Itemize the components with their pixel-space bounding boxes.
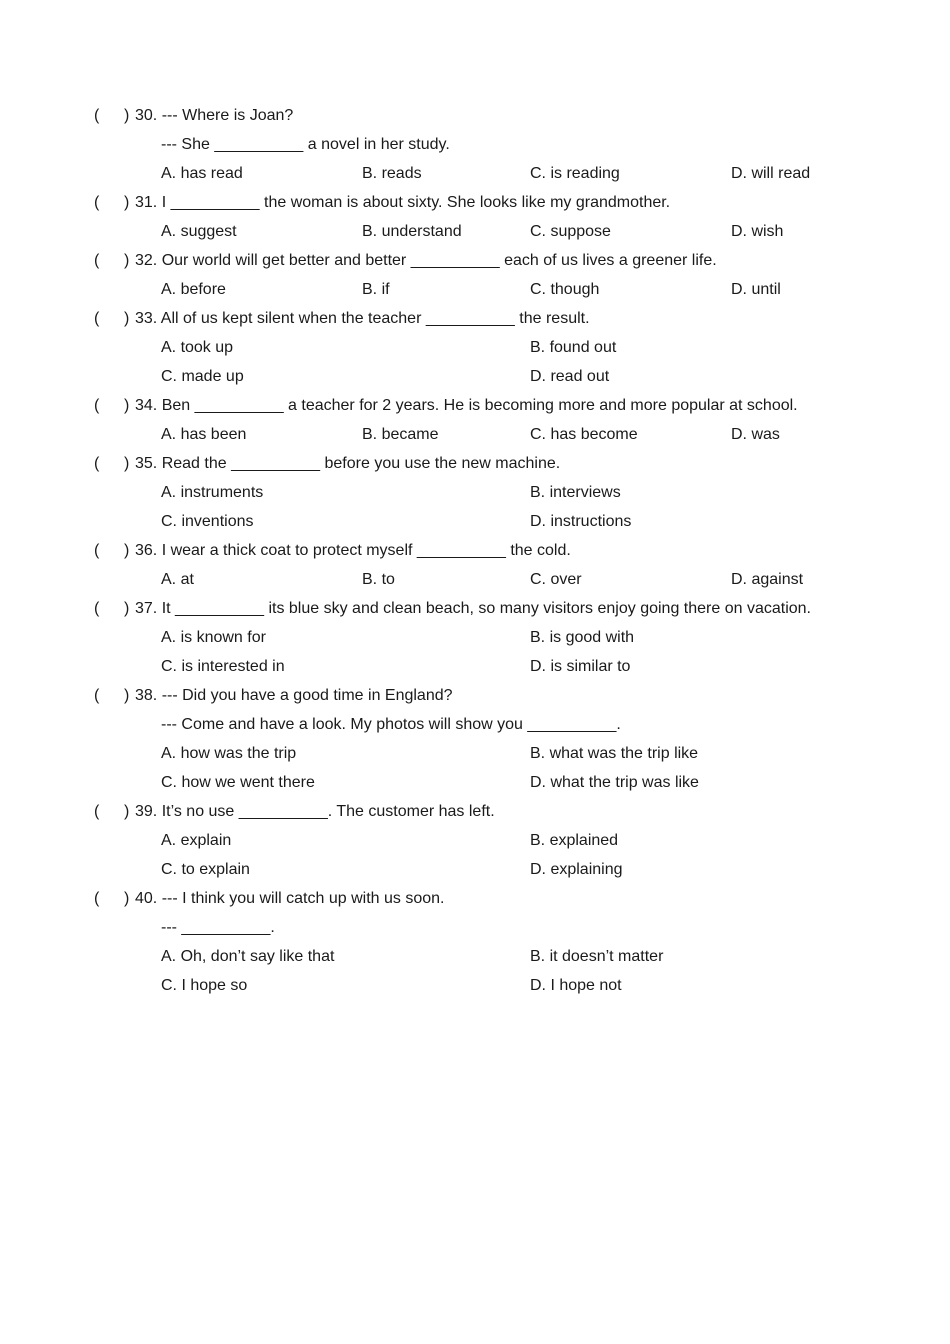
option-d: D. what the trip was like: [530, 774, 699, 791]
option-a: A. has been: [161, 426, 247, 443]
question-31-stem: 31. I __________ the woman is about sixty. She looks like my grandmother.: [135, 194, 671, 211]
option-d: D. explaining: [530, 861, 623, 878]
option-b: B. is good with: [530, 629, 635, 646]
question-32-stem: 32. Our world will get better and better __________ each of us lives a greener life.: [135, 252, 717, 269]
option-b: B. if: [362, 281, 390, 298]
answer-bracket-open: (: [94, 194, 100, 211]
option-a: A. has read: [161, 165, 243, 182]
question-40-options-row-2: [0, 971, 950, 1000]
answer-bracket-open: (: [94, 107, 100, 124]
option-d: D. instructions: [530, 513, 632, 530]
answer-bracket-open: (: [94, 600, 100, 617]
option-a: A. how was the trip: [161, 745, 297, 762]
question-37-stem: 37. It __________ its blue sky and clean beach, so many visitors enjoy going there on vacation.: [135, 600, 811, 617]
answer-bracket-close: ): [124, 194, 130, 211]
option-b: B. what was the trip like: [530, 745, 699, 762]
answer-bracket-close: ): [124, 687, 130, 704]
option-c: C. to explain: [161, 861, 250, 878]
option-d: D. will read: [731, 165, 811, 182]
question-36-options: [0, 565, 950, 594]
question-30-options: [0, 159, 950, 188]
option-c: C. how we went there: [161, 774, 315, 791]
question-30-sub-line: [0, 130, 950, 159]
exam-page: [0, 101, 950, 1000]
answer-bracket-open: (: [94, 455, 100, 472]
option-d: D. until: [731, 281, 781, 298]
answer-bracket-open: (: [94, 687, 100, 704]
option-b: B. interviews: [530, 484, 621, 501]
answer-bracket-close: ): [124, 542, 130, 559]
option-d: D. wish: [731, 223, 784, 240]
answer-bracket-close: ): [124, 455, 130, 472]
question-34-stem-line: [0, 391, 950, 420]
answer-bracket-open: (: [94, 252, 100, 269]
question-33-stem-line: [0, 304, 950, 333]
option-c: C. made up: [161, 368, 244, 385]
answer-bracket-close: ): [124, 397, 130, 414]
question-40-stem-line: [0, 884, 950, 913]
answer-bracket-open: (: [94, 803, 100, 820]
question-32-options: [0, 275, 950, 304]
option-a: A. instruments: [161, 484, 264, 501]
option-d: D. is similar to: [530, 658, 631, 675]
question-35-stem: 35. Read the __________ before you use the new machine.: [135, 455, 561, 472]
option-a: A. explain: [161, 832, 232, 849]
question-31-stem-line: [0, 188, 950, 217]
option-c: C. suppose: [530, 223, 611, 240]
question-38-stem: 38. --- Did you have a good time in England?: [135, 687, 453, 704]
option-d: D. read out: [530, 368, 610, 385]
question-39-options-row-1: [0, 826, 950, 855]
answer-bracket-close: ): [124, 107, 130, 124]
question-37-stem-line: [0, 594, 950, 623]
question-36-stem-line: [0, 536, 950, 565]
question-37-options-row-2: [0, 652, 950, 681]
option-a: A. took up: [161, 339, 234, 356]
option-b: B. understand: [362, 223, 462, 240]
answer-bracket-close: ): [124, 803, 130, 820]
question-40-stem: 40. --- I think you will catch up with us soon.: [135, 890, 445, 907]
question-38-dialogue: --- Come and have a look. My photos will show you __________.: [161, 716, 621, 733]
question-39-options-row-2: [0, 855, 950, 884]
question-33-options-row-1: [0, 333, 950, 362]
option-c: C. is reading: [530, 165, 620, 182]
question-38-options-row-2: [0, 768, 950, 797]
option-b: B. became: [362, 426, 439, 443]
option-a: A. Oh, don’t say like that: [161, 948, 335, 965]
option-b: B. explained: [530, 832, 619, 849]
option-d: D. I hope not: [530, 977, 622, 994]
question-39-stem: 39. It’s no use __________. The customer has left.: [135, 803, 495, 820]
question-30-dialogue: --- She __________ a novel in her study.: [161, 136, 450, 153]
answer-bracket-open: (: [94, 890, 100, 907]
question-30-stem-line: [0, 101, 950, 130]
question-34-options: [0, 420, 950, 449]
option-c: C. though: [530, 281, 600, 298]
question-36-stem: 36. I wear a thick coat to protect myself __________ the cold.: [135, 542, 571, 559]
question-32-stem-line: [0, 246, 950, 275]
question-38-sub-line: [0, 710, 950, 739]
question-40-options-row-1: [0, 942, 950, 971]
option-b: B. to: [362, 571, 395, 588]
option-c: C. inventions: [161, 513, 254, 530]
question-40-sub-line: [0, 913, 950, 942]
option-c: C. is interested in: [161, 658, 285, 675]
option-a: A. before: [161, 281, 226, 298]
option-a: A. suggest: [161, 223, 237, 240]
question-39-stem-line: [0, 797, 950, 826]
question-38-options-row-1: [0, 739, 950, 768]
option-c: C. over: [530, 571, 582, 588]
question-37-options-row-1: [0, 623, 950, 652]
question-40-dialogue: --- __________.: [161, 919, 275, 936]
option-b: B. it doesn’t matter: [530, 948, 664, 965]
option-b: B. found out: [530, 339, 617, 356]
question-33-options-row-2: [0, 362, 950, 391]
answer-bracket-close: ): [124, 310, 130, 327]
option-a: A. is known for: [161, 629, 266, 646]
answer-bracket-close: ): [124, 600, 130, 617]
question-33-stem: 33. All of us kept silent when the teacher __________ the result.: [135, 310, 590, 327]
question-38-stem-line: [0, 681, 950, 710]
answer-bracket-close: ): [124, 252, 130, 269]
question-35-options-row-1: [0, 478, 950, 507]
question-35-options-row-2: [0, 507, 950, 536]
option-b: B. reads: [362, 165, 422, 182]
answer-bracket-open: (: [94, 397, 100, 414]
answer-bracket-open: (: [94, 310, 100, 327]
question-34-stem: 34. Ben __________ a teacher for 2 years. He is becoming more and more popular at school.: [135, 397, 798, 414]
question-31-options: [0, 217, 950, 246]
option-a: A. at: [161, 571, 194, 588]
option-d: D. was: [731, 426, 780, 443]
answer-bracket-open: (: [94, 542, 100, 559]
question-35-stem-line: [0, 449, 950, 478]
option-c: C. has become: [530, 426, 638, 443]
option-d: D. against: [731, 571, 804, 588]
option-c: C. I hope so: [161, 977, 248, 994]
answer-bracket-close: ): [124, 890, 130, 907]
question-30-stem: 30. --- Where is Joan?: [135, 107, 294, 124]
